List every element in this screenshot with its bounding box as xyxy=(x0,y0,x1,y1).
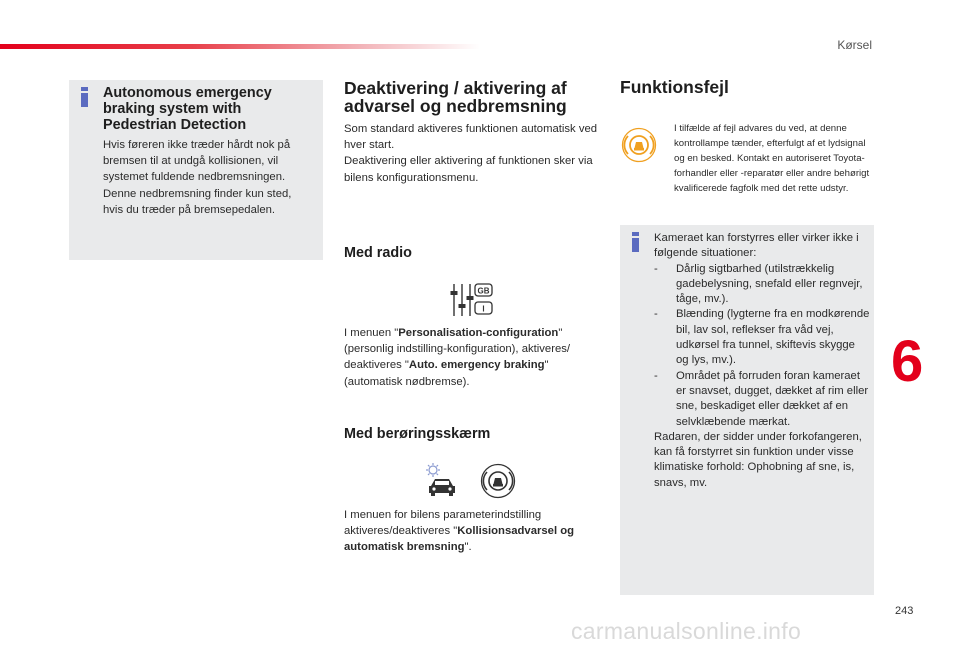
radio-menu-name: Personalisation-configuration xyxy=(398,327,559,339)
radio-instructions xyxy=(344,325,599,390)
touch-text-part: I menuen for bilens parameterindstilling aktiveres/deaktiveres " xyxy=(344,509,542,538)
malfunction-text: I tilfælde af fejl advares du ved, at denne kontrollampe tænder, efterfulgt af et lydsignal og en besked. Kontakt en autoriseret Toyota-forhandler eller -reparatør eller andre behørigt kvalificerede fagfolk med det rette udstyr. xyxy=(674,123,870,195)
radio-text-part: " (automatisk nødbremse). xyxy=(344,359,549,388)
chapter-title: Kørsel xyxy=(837,38,872,52)
touch-menu-name: Kollisionsadvarsel og automatisk bremsning xyxy=(344,525,575,554)
info-icon xyxy=(81,87,88,107)
heading-radio: Med radio xyxy=(344,245,412,261)
radio-icon-label-top: GB xyxy=(477,286,490,296)
list-dash: - xyxy=(654,369,658,382)
warning-lamp-icon xyxy=(621,127,657,163)
chapter-number: 6 xyxy=(891,329,924,394)
touchscreen-instructions xyxy=(344,507,599,556)
page-number: 243 xyxy=(895,605,914,617)
info-box-aeb xyxy=(69,80,323,260)
radio-text-part: " (personlig indstilling-konfiguration), aktiveres/ deaktiveres " xyxy=(344,327,571,372)
info-box-title: Autonomous emergency braking system with Pedestrian Detection xyxy=(103,85,272,133)
camera-box-intro: Kameraet kan forstyrres eller virker ikke i følgende situationer: xyxy=(654,232,859,260)
intro-paragraph xyxy=(344,121,599,186)
camera-box-outro: Radaren, der sidder under forkofangeren, kan få forstyrret sin funktion under visse klimatiske forhold: Ophobning af sne, is, snavs, mv. xyxy=(654,430,862,489)
list-dash: - xyxy=(654,262,658,275)
collision-warning-icon xyxy=(480,463,516,499)
info-box-camera xyxy=(620,225,874,595)
camera-box-content xyxy=(654,231,870,491)
list-item xyxy=(654,369,870,430)
radio-text-part: I menuen " xyxy=(344,327,399,339)
intro-line-2: Deaktivering eller aktivering af funktionen sker via bilens konfigurationsmenu. xyxy=(344,155,593,184)
touch-text-part: ". xyxy=(464,541,472,554)
watermark: carmanualsonline.info xyxy=(571,618,802,644)
info-box-text: Hvis føreren ikke træder hårdt nok på bremsen til at undgå kollisionen, vil systemet fuldende nedbremsningen. Denne nedbremsning finder kun sted, hvis du træder på bremsepedalen. xyxy=(103,139,292,216)
vehicle-settings-icon xyxy=(423,462,459,498)
header-accent-bar xyxy=(0,44,480,49)
radio-function-name: Auto. emergency braking xyxy=(408,359,545,372)
radio-icon-label-bottom: I xyxy=(482,304,485,314)
info-icon xyxy=(632,232,639,252)
list-item-text: Området på forruden foran kameraet er snavset, dugget, dækket af rim eller sne, beskadiget eller dækket af en selvklæbende mærkat. xyxy=(676,369,869,428)
section-title-malfunction: Funktionsfejl xyxy=(620,77,729,97)
list-item xyxy=(654,262,870,308)
list-item xyxy=(654,307,870,368)
section-title-deactivation: Deaktivering / aktivering af advarsel og nedbremsning xyxy=(344,78,567,116)
list-dash: - xyxy=(654,308,658,321)
list-item-text: Blænding (lygterne fra en modkørende bil, lav sol, reflekser fra våd vej, udkørsel fra tunnel, skiftevis skygge og lys, mv.). xyxy=(676,308,870,367)
intro-line-1: Som standard aktiveres funktionen automatisk ved hver start. xyxy=(344,123,598,152)
radio-settings-icon xyxy=(448,282,496,320)
list-item-text: Dårlig sigtbarhed (utilstrækkelig gadebelysning, snefald eller regnvejr, tåge, mv.). xyxy=(676,262,863,306)
heading-touchscreen: Med berøringsskærm xyxy=(344,426,491,442)
